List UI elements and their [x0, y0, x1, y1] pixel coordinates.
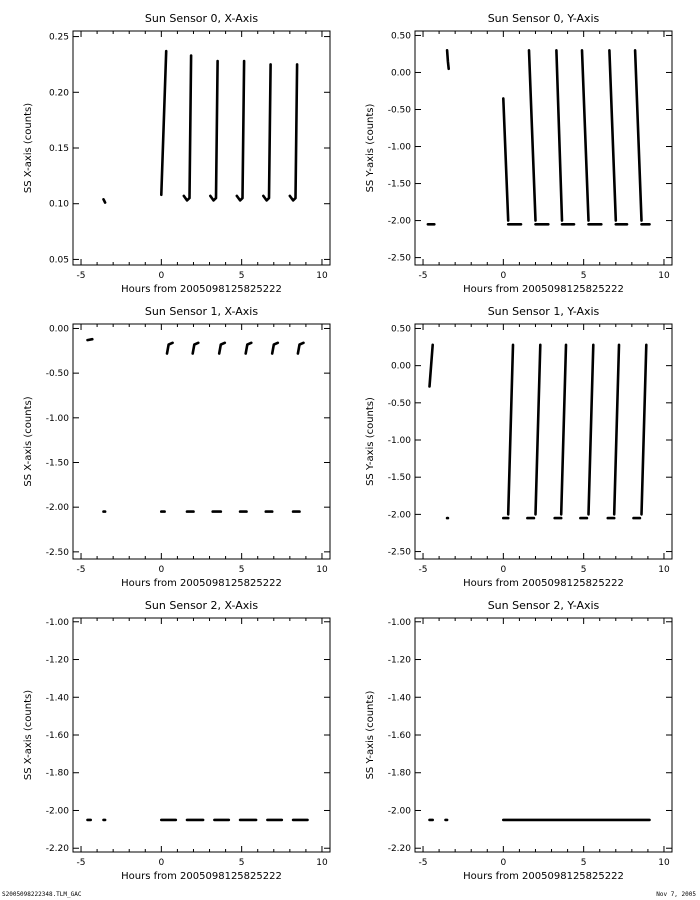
x-tick-label: 10: [316, 858, 328, 868]
x-axis-label: Hours from 2005098125825222: [121, 284, 282, 295]
y-tick-label: -1.00: [387, 617, 411, 628]
x-tick-label: -5: [418, 565, 428, 575]
y-axis-label: SS X-axis (counts): [23, 396, 34, 487]
y-tick-label: -1.40: [45, 693, 69, 704]
x-tick-label: -5: [418, 271, 428, 281]
x-tick-label: 10: [316, 565, 328, 575]
data-point-streak: [589, 345, 594, 515]
data-point-streak: [635, 50, 641, 220]
x-tick-label: 5: [580, 565, 587, 575]
y-tick-label: -2.00: [45, 503, 69, 514]
x-tick-label: 5: [580, 271, 587, 281]
data-point-streak: [237, 61, 244, 200]
y-tick-label: -1.50: [45, 458, 69, 469]
data-point-streak: [503, 98, 508, 220]
data-point-streak: [184, 56, 191, 201]
chart-title: Sun Sensor 2, Y-Axis: [487, 599, 600, 612]
data-point-streak: [246, 343, 252, 354]
y-tick-label: 0.15: [48, 144, 69, 154]
chart-title: Sun Sensor 0, X-Axis: [144, 12, 259, 25]
footer-file-id: S2005098222348.TLM_GAC: [2, 891, 82, 898]
y-tick-label: -1.50: [387, 179, 411, 190]
y-tick-label: -1.40: [387, 693, 411, 704]
data-point-streak: [272, 343, 278, 354]
y-axis-label: SS X-axis (counts): [23, 102, 34, 194]
x-tick-label: 0: [500, 271, 507, 281]
y-axis-label: SS Y-axis (counts): [365, 690, 376, 780]
data-point-streak: [614, 345, 619, 515]
y-axis-label: SS Y-axis (counts): [365, 103, 376, 193]
footer-date: Nov 7, 2005: [656, 891, 696, 898]
y-tick-label: -1.60: [387, 731, 411, 741]
y-axis-label: SS X-axis (counts): [23, 689, 34, 781]
y-tick-label: -2.20: [387, 844, 411, 855]
x-axis-label: Hours from 2005098125825222: [121, 871, 282, 882]
x-axis-label: Hours from 2005098125825222: [463, 284, 624, 295]
x-tick-label: 0: [500, 858, 507, 868]
x-tick-label: 0: [158, 858, 165, 868]
y-tick-label: 0.00: [48, 324, 69, 335]
y-tick-label: 0.50: [390, 324, 411, 335]
data-point-streak: [447, 50, 449, 69]
y-tick-label: -1.20: [387, 655, 411, 666]
y-tick-label: 0.00: [390, 68, 411, 79]
y-tick-label: 0.50: [390, 31, 411, 42]
data-point-streak: [508, 345, 513, 515]
plot-frame: [415, 618, 672, 852]
data-point-streak: [536, 345, 541, 515]
plot-frame: [73, 31, 330, 265]
x-tick-label: 0: [158, 565, 165, 575]
x-axis-label: Hours from 2005098125825222: [121, 578, 282, 589]
y-tick-label: -0.50: [387, 398, 411, 409]
x-tick-label: 10: [658, 565, 670, 575]
y-tick-label: -1.50: [387, 473, 411, 484]
y-tick-label: -1.60: [45, 731, 69, 741]
y-tick-label: -2.00: [387, 806, 411, 817]
x-tick-label: -5: [418, 858, 428, 868]
data-point-streak: [298, 343, 304, 354]
chart-title: Sun Sensor 0, Y-Axis: [487, 12, 600, 25]
y-tick-label: 0.00: [390, 361, 411, 372]
y-tick-label: -0.50: [45, 369, 69, 380]
y-tick-label: -2.50: [387, 253, 411, 264]
data-point-streak: [582, 50, 589, 220]
data-point-streak: [88, 339, 93, 340]
plot-frame: [73, 618, 330, 852]
data-point-streak: [167, 343, 173, 354]
y-tick-label: -1.00: [387, 142, 411, 153]
data-point-streak: [193, 343, 199, 354]
data-point-streak: [219, 343, 225, 354]
x-axis-label: Hours from 2005098125825222: [463, 871, 624, 882]
data-point-streak: [290, 64, 297, 200]
chart-title: Sun Sensor 2, X-Axis: [144, 599, 259, 612]
data-point-streak: [161, 51, 166, 195]
y-tick-label: 0.25: [48, 32, 69, 43]
y-tick-label: 0.05: [48, 255, 69, 266]
y-tick-label: -0.50: [387, 105, 411, 116]
data-point-streak: [430, 345, 433, 387]
data-point-streak: [609, 50, 615, 220]
y-tick-label: -2.50: [387, 547, 411, 558]
y-tick-label: -2.00: [45, 806, 69, 817]
data-point-streak: [561, 345, 566, 515]
x-tick-label: 10: [316, 271, 328, 281]
x-tick-label: 5: [580, 858, 587, 868]
x-tick-label: 10: [658, 858, 670, 868]
y-tick-label: -1.00: [387, 436, 411, 447]
x-tick-label: 10: [658, 271, 670, 281]
x-tick-label: -5: [76, 858, 86, 868]
y-tick-label: -1.80: [45, 768, 69, 779]
y-tick-label: 0.10: [48, 199, 69, 210]
plot-frame: [73, 324, 330, 559]
y-tick-label: -1.00: [45, 617, 69, 628]
x-tick-label: 0: [158, 271, 165, 281]
data-point-streak: [263, 64, 270, 200]
x-tick-label: 5: [238, 565, 245, 575]
x-tick-label: -5: [76, 565, 86, 575]
plot-frame: [415, 31, 672, 265]
y-tick-label: -1.20: [45, 655, 69, 666]
plot-frame: [415, 324, 672, 559]
data-point-streak: [104, 199, 106, 202]
y-axis-label: SS Y-axis (counts): [365, 397, 376, 486]
y-tick-label: -2.00: [387, 216, 411, 227]
y-tick-label: -2.00: [387, 510, 411, 521]
x-tick-label: 5: [238, 858, 245, 868]
y-tick-label: -2.50: [45, 547, 69, 558]
x-tick-label: -5: [76, 271, 86, 281]
chart-panel: [23, 12, 330, 295]
y-tick-label: -1.80: [387, 768, 411, 779]
chart-panel: [365, 305, 672, 589]
data-point-streak: [642, 345, 647, 515]
data-point-streak: [556, 50, 562, 220]
chart-title: Sun Sensor 1, Y-Axis: [487, 305, 600, 318]
x-tick-label: 0: [500, 565, 507, 575]
y-tick-label: -1.00: [45, 413, 69, 424]
chart-title: Sun Sensor 1, X-Axis: [144, 305, 259, 318]
chart-panel: [365, 599, 672, 882]
data-point-streak: [210, 61, 217, 200]
chart-panel: [23, 599, 330, 882]
data-point-streak: [529, 50, 536, 220]
x-axis-label: Hours from 2005098125825222: [463, 578, 624, 589]
y-tick-label: 0.20: [48, 88, 69, 99]
y-tick-label: -2.20: [45, 844, 69, 855]
x-tick-label: 5: [238, 271, 245, 281]
chart-panel: [365, 12, 672, 295]
chart-panel: [23, 305, 330, 589]
